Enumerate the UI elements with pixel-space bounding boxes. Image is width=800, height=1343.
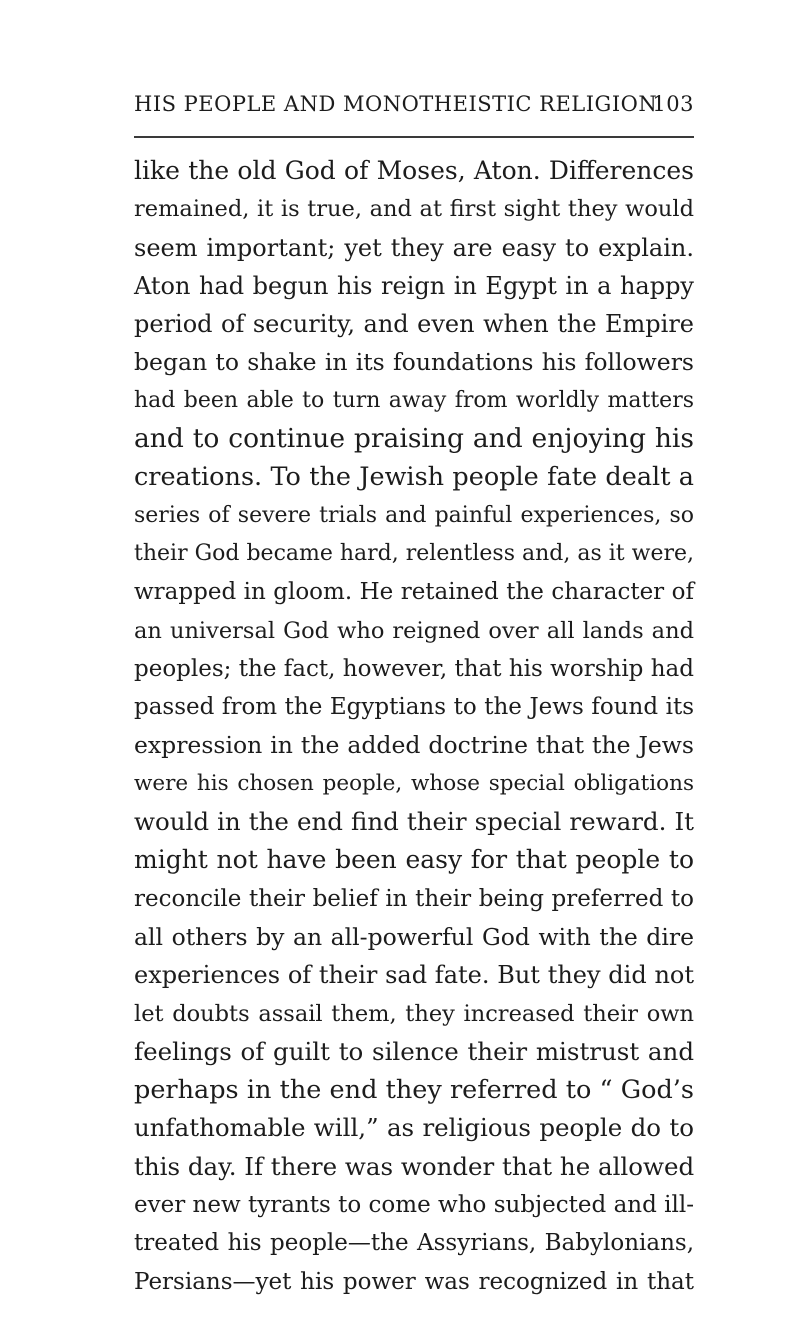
text-line: and to continue praising and enjoying his — [134, 423, 694, 455]
text-line: an universal God who reigned over all lands and — [134, 617, 694, 644]
text-line: this day. If there was wonder that he allowed — [134, 1151, 695, 1181]
text-line: might not have been easy for that people to — [134, 845, 694, 875]
text-line: all others by an all-powerful God with the dire — [134, 922, 694, 951]
text-line: creations. To the Jewish people fate dealt a — [134, 462, 694, 493]
text-line: passed from the Egyptians to the Jews found its — [134, 694, 694, 721]
text-line: feelings of guilt to silence their mistrust and — [134, 1036, 694, 1066]
text-line: were his chosen people, whose special obligations — [134, 770, 694, 796]
text-line: period of security, and even when the Empire — [134, 310, 694, 339]
body-text — [134, 152, 694, 1301]
text-line: let doubts assail them, they increased their own — [134, 1000, 694, 1027]
text-line: reconcile their belief in their being preferred to — [134, 885, 694, 912]
running-head-title: HIS PEOPLE AND MONOTHEISTIC RELIGION — [134, 92, 658, 116]
text-line: expression in the added doctrine that the Jews — [134, 731, 694, 760]
running-head — [134, 92, 694, 124]
text-line: Aton had begun his reign in Egypt in a happy — [134, 271, 694, 300]
text-line: ever new tyrants to come who subjected and ill- — [134, 1192, 694, 1219]
text-line: perhaps in the end they referred to “ God’s — [134, 1075, 694, 1106]
text-line: Persians—yet his power was recognized in that — [134, 1268, 694, 1295]
text-line: remained, it is true, and at first sight they would — [134, 196, 694, 223]
text-line: like the old God of Moses, Aton. Differences — [134, 156, 694, 185]
text-line: peoples; the fact, however, that his worship had — [134, 655, 694, 682]
text-line: treated his people—the Assyrians, Babylonians, — [134, 1230, 694, 1257]
text-line: began to shake in its foundations his followers — [134, 348, 694, 377]
text-line: had been able to turn away from worldly matters — [134, 387, 694, 413]
text-line: would in the end find their special reward. It — [134, 807, 694, 837]
header-rule — [134, 136, 694, 138]
text-line: wrapped in gloom. He retained the character of — [134, 579, 694, 606]
text-line: seem important; yet they are easy to explain. — [134, 233, 694, 262]
text-line: experiences of their sad fate. But they did not — [134, 961, 694, 990]
text-line: their God became hard, relentless and, as it were, — [134, 540, 694, 566]
page-number: 103 — [652, 92, 694, 116]
text-line: series of severe trials and painful experiences, so — [134, 502, 694, 528]
text-line: unfathomable will,” as religious people do to — [134, 1113, 694, 1143]
